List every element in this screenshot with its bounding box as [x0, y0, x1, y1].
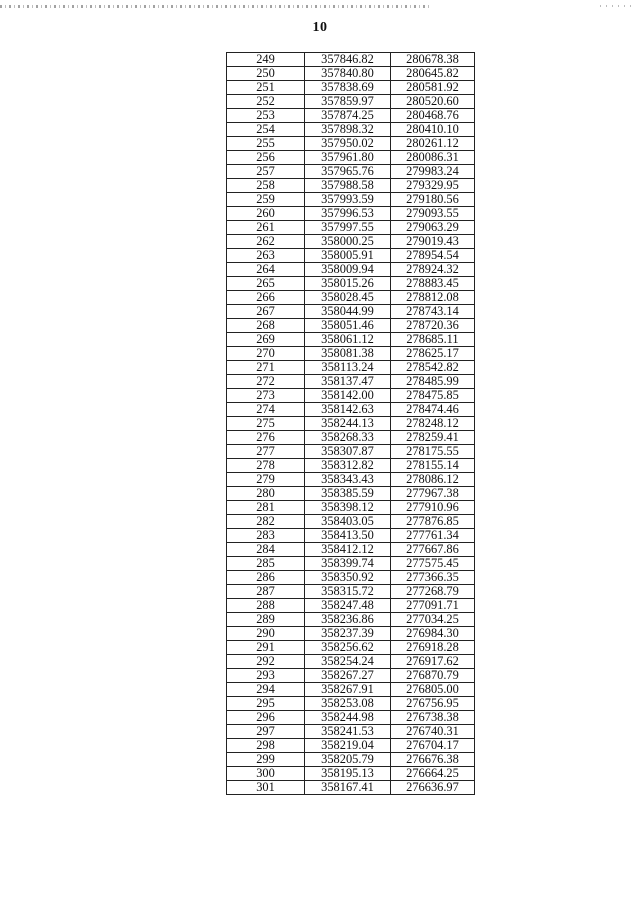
table-row: [227, 263, 475, 277]
table-row: [227, 767, 475, 781]
table-row: [227, 137, 475, 151]
point-number-cell: 285: [227, 557, 305, 571]
point-number-cell: 275: [227, 417, 305, 431]
y-coordinate-cell: 279019.43: [391, 235, 475, 249]
point-number-cell: 268: [227, 319, 305, 333]
scan-artifact-right: [600, 5, 634, 7]
y-coordinate-cell: 276740.31: [391, 725, 475, 739]
y-coordinate-cell: 278175.55: [391, 445, 475, 459]
x-coordinate-cell: 358253.08: [305, 697, 391, 711]
table-row: [227, 655, 475, 669]
point-number-cell: 293: [227, 669, 305, 683]
table-row: [227, 725, 475, 739]
table-row: [227, 277, 475, 291]
y-coordinate-cell: 278542.82: [391, 361, 475, 375]
table-row: [227, 235, 475, 249]
point-number-cell: 273: [227, 389, 305, 403]
y-coordinate-cell: 278954.54: [391, 249, 475, 263]
x-coordinate-cell: 358244.98: [305, 711, 391, 725]
table-row: [227, 529, 475, 543]
table-row: [227, 361, 475, 375]
point-number-cell: 256: [227, 151, 305, 165]
x-coordinate-cell: 358267.91: [305, 683, 391, 697]
y-coordinate-cell: 276676.38: [391, 753, 475, 767]
y-coordinate-cell: 276805.00: [391, 683, 475, 697]
coordinates-table-body: [227, 53, 475, 795]
y-coordinate-cell: 276870.79: [391, 669, 475, 683]
point-number-cell: 278: [227, 459, 305, 473]
point-number-cell: 250: [227, 67, 305, 81]
y-coordinate-cell: 278625.17: [391, 347, 475, 361]
table-row: [227, 739, 475, 753]
point-number-cell: 264: [227, 263, 305, 277]
table-row: [227, 515, 475, 529]
x-coordinate-cell: 358268.33: [305, 431, 391, 445]
point-number-cell: 269: [227, 333, 305, 347]
x-coordinate-cell: 357898.32: [305, 123, 391, 137]
table-row: [227, 697, 475, 711]
x-coordinate-cell: 358113.24: [305, 361, 391, 375]
point-number-cell: 276: [227, 431, 305, 445]
point-number-cell: 258: [227, 179, 305, 193]
y-coordinate-cell: 280410.10: [391, 123, 475, 137]
point-number-cell: 266: [227, 291, 305, 305]
x-coordinate-cell: 358137.47: [305, 375, 391, 389]
x-coordinate-cell: 358081.38: [305, 347, 391, 361]
point-number-cell: 253: [227, 109, 305, 123]
y-coordinate-cell: 280645.82: [391, 67, 475, 81]
x-coordinate-cell: 358398.12: [305, 501, 391, 515]
y-coordinate-cell: 278883.45: [391, 277, 475, 291]
y-coordinate-cell: 276756.95: [391, 697, 475, 711]
point-number-cell: 262: [227, 235, 305, 249]
table-row: [227, 151, 475, 165]
y-coordinate-cell: 278086.12: [391, 473, 475, 487]
y-coordinate-cell: 279329.95: [391, 179, 475, 193]
point-number-cell: 251: [227, 81, 305, 95]
table-row: [227, 627, 475, 641]
x-coordinate-cell: 357988.58: [305, 179, 391, 193]
x-coordinate-cell: 358312.82: [305, 459, 391, 473]
y-coordinate-cell: 278475.85: [391, 389, 475, 403]
point-number-cell: 298: [227, 739, 305, 753]
x-coordinate-cell: 357859.97: [305, 95, 391, 109]
point-number-cell: 274: [227, 403, 305, 417]
x-coordinate-cell: 358399.74: [305, 557, 391, 571]
y-coordinate-cell: 278155.14: [391, 459, 475, 473]
x-coordinate-cell: 358413.50: [305, 529, 391, 543]
table-row: [227, 571, 475, 585]
point-number-cell: 289: [227, 613, 305, 627]
x-coordinate-cell: 358267.27: [305, 669, 391, 683]
x-coordinate-cell: 358167.41: [305, 781, 391, 795]
y-coordinate-cell: 277366.35: [391, 571, 475, 585]
table-row: [227, 585, 475, 599]
x-coordinate-cell: 357950.02: [305, 137, 391, 151]
scan-artifact-top: [0, 5, 430, 8]
point-number-cell: 260: [227, 207, 305, 221]
x-coordinate-cell: 358256.62: [305, 641, 391, 655]
x-coordinate-cell: 357961.80: [305, 151, 391, 165]
table-row: [227, 95, 475, 109]
x-coordinate-cell: 358219.04: [305, 739, 391, 753]
table-row: [227, 403, 475, 417]
point-number-cell: 254: [227, 123, 305, 137]
table-row: [227, 487, 475, 501]
table-row: [227, 305, 475, 319]
x-coordinate-cell: 358244.13: [305, 417, 391, 431]
x-coordinate-cell: 358403.05: [305, 515, 391, 529]
table-row: [227, 445, 475, 459]
table-row: [227, 53, 475, 67]
y-coordinate-cell: 279983.24: [391, 165, 475, 179]
point-number-cell: 280: [227, 487, 305, 501]
x-coordinate-cell: 358254.24: [305, 655, 391, 669]
x-coordinate-cell: 358237.39: [305, 627, 391, 641]
point-number-cell: 290: [227, 627, 305, 641]
table-row: [227, 291, 475, 305]
x-coordinate-cell: 358061.12: [305, 333, 391, 347]
point-number-cell: 301: [227, 781, 305, 795]
point-number-cell: 286: [227, 571, 305, 585]
y-coordinate-cell: 280086.31: [391, 151, 475, 165]
y-coordinate-cell: 277667.86: [391, 543, 475, 557]
x-coordinate-cell: 358241.53: [305, 725, 391, 739]
x-coordinate-cell: 357838.69: [305, 81, 391, 95]
y-coordinate-cell: 276918.28: [391, 641, 475, 655]
point-number-cell: 287: [227, 585, 305, 599]
table-row: [227, 67, 475, 81]
table-row: [227, 319, 475, 333]
y-coordinate-cell: 277876.85: [391, 515, 475, 529]
table-row: [227, 109, 475, 123]
y-coordinate-cell: 277575.45: [391, 557, 475, 571]
y-coordinate-cell: 276664.25: [391, 767, 475, 781]
point-number-cell: 272: [227, 375, 305, 389]
y-coordinate-cell: 278248.12: [391, 417, 475, 431]
table-row: [227, 599, 475, 613]
x-coordinate-cell: 358005.91: [305, 249, 391, 263]
point-number-cell: 282: [227, 515, 305, 529]
point-number-cell: 292: [227, 655, 305, 669]
table-row: [227, 193, 475, 207]
y-coordinate-cell: 278720.36: [391, 319, 475, 333]
y-coordinate-cell: 276636.97: [391, 781, 475, 795]
x-coordinate-cell: 358051.46: [305, 319, 391, 333]
table-row: [227, 123, 475, 137]
point-number-cell: 281: [227, 501, 305, 515]
table-row: [227, 179, 475, 193]
table-row: [227, 333, 475, 347]
y-coordinate-cell: 278743.14: [391, 305, 475, 319]
point-number-cell: 263: [227, 249, 305, 263]
x-coordinate-cell: 358000.25: [305, 235, 391, 249]
table-row: [227, 613, 475, 627]
y-coordinate-cell: 280520.60: [391, 95, 475, 109]
point-number-cell: 270: [227, 347, 305, 361]
x-coordinate-cell: 358142.63: [305, 403, 391, 417]
x-coordinate-cell: 358315.72: [305, 585, 391, 599]
x-coordinate-cell: 358307.87: [305, 445, 391, 459]
x-coordinate-cell: 358205.79: [305, 753, 391, 767]
x-coordinate-cell: 357840.80: [305, 67, 391, 81]
point-number-cell: 259: [227, 193, 305, 207]
y-coordinate-cell: 277091.71: [391, 599, 475, 613]
x-coordinate-cell: 358142.00: [305, 389, 391, 403]
table-row: [227, 473, 475, 487]
y-coordinate-cell: 277910.96: [391, 501, 475, 515]
y-coordinate-cell: 279063.29: [391, 221, 475, 235]
table-row: [227, 669, 475, 683]
x-coordinate-cell: 358385.59: [305, 487, 391, 501]
table-row: [227, 249, 475, 263]
y-coordinate-cell: 280678.38: [391, 53, 475, 67]
point-number-cell: 249: [227, 53, 305, 67]
point-number-cell: 296: [227, 711, 305, 725]
y-coordinate-cell: 280468.76: [391, 109, 475, 123]
point-number-cell: 300: [227, 767, 305, 781]
table-row: [227, 207, 475, 221]
x-coordinate-cell: 358009.94: [305, 263, 391, 277]
x-coordinate-cell: 357965.76: [305, 165, 391, 179]
point-number-cell: 255: [227, 137, 305, 151]
y-coordinate-cell: 277268.79: [391, 585, 475, 599]
point-number-cell: 299: [227, 753, 305, 767]
table-row: [227, 431, 475, 445]
x-coordinate-cell: 358412.12: [305, 543, 391, 557]
point-number-cell: 261: [227, 221, 305, 235]
table-row: [227, 543, 475, 557]
point-number-cell: 279: [227, 473, 305, 487]
table-row: [227, 375, 475, 389]
y-coordinate-cell: 280261.12: [391, 137, 475, 151]
x-coordinate-cell: 358343.43: [305, 473, 391, 487]
x-coordinate-cell: 358044.99: [305, 305, 391, 319]
point-number-cell: 267: [227, 305, 305, 319]
point-number-cell: 265: [227, 277, 305, 291]
table-row: [227, 221, 475, 235]
point-number-cell: 297: [227, 725, 305, 739]
y-coordinate-cell: 277761.34: [391, 529, 475, 543]
point-number-cell: 295: [227, 697, 305, 711]
table-row: [227, 711, 475, 725]
table-row: [227, 165, 475, 179]
point-number-cell: 294: [227, 683, 305, 697]
point-number-cell: 283: [227, 529, 305, 543]
point-number-cell: 277: [227, 445, 305, 459]
x-coordinate-cell: 357874.25: [305, 109, 391, 123]
table-row: [227, 781, 475, 795]
x-coordinate-cell: 358195.13: [305, 767, 391, 781]
page-number: 10: [312, 20, 328, 35]
coordinates-table: [226, 52, 475, 795]
point-number-cell: 271: [227, 361, 305, 375]
x-coordinate-cell: 357993.59: [305, 193, 391, 207]
y-coordinate-cell: 276738.38: [391, 711, 475, 725]
y-coordinate-cell: 278474.46: [391, 403, 475, 417]
y-coordinate-cell: 276917.62: [391, 655, 475, 669]
point-number-cell: 252: [227, 95, 305, 109]
point-number-cell: 284: [227, 543, 305, 557]
x-coordinate-cell: 358015.26: [305, 277, 391, 291]
table-row: [227, 417, 475, 431]
table-row: [227, 501, 475, 515]
y-coordinate-cell: 278685.11: [391, 333, 475, 347]
point-number-cell: 291: [227, 641, 305, 655]
y-coordinate-cell: 279180.56: [391, 193, 475, 207]
x-coordinate-cell: 357996.53: [305, 207, 391, 221]
table-row: [227, 347, 475, 361]
x-coordinate-cell: 357846.82: [305, 53, 391, 67]
y-coordinate-cell: 278924.32: [391, 263, 475, 277]
y-coordinate-cell: 277967.38: [391, 487, 475, 501]
table-row: [227, 641, 475, 655]
y-coordinate-cell: 278259.41: [391, 431, 475, 445]
y-coordinate-cell: 277034.25: [391, 613, 475, 627]
x-coordinate-cell: 358350.92: [305, 571, 391, 585]
x-coordinate-cell: 358236.86: [305, 613, 391, 627]
y-coordinate-cell: 280581.92: [391, 81, 475, 95]
y-coordinate-cell: 278485.99: [391, 375, 475, 389]
x-coordinate-cell: 358247.48: [305, 599, 391, 613]
table-row: [227, 557, 475, 571]
y-coordinate-cell: 276704.17: [391, 739, 475, 753]
point-number-cell: 257: [227, 165, 305, 179]
table-row: [227, 459, 475, 473]
table-row: [227, 753, 475, 767]
table-row: [227, 683, 475, 697]
y-coordinate-cell: 278812.08: [391, 291, 475, 305]
x-coordinate-cell: 357997.55: [305, 221, 391, 235]
table-row: [227, 81, 475, 95]
point-number-cell: 288: [227, 599, 305, 613]
x-coordinate-cell: 358028.45: [305, 291, 391, 305]
y-coordinate-cell: 276984.30: [391, 627, 475, 641]
y-coordinate-cell: 279093.55: [391, 207, 475, 221]
table-row: [227, 389, 475, 403]
